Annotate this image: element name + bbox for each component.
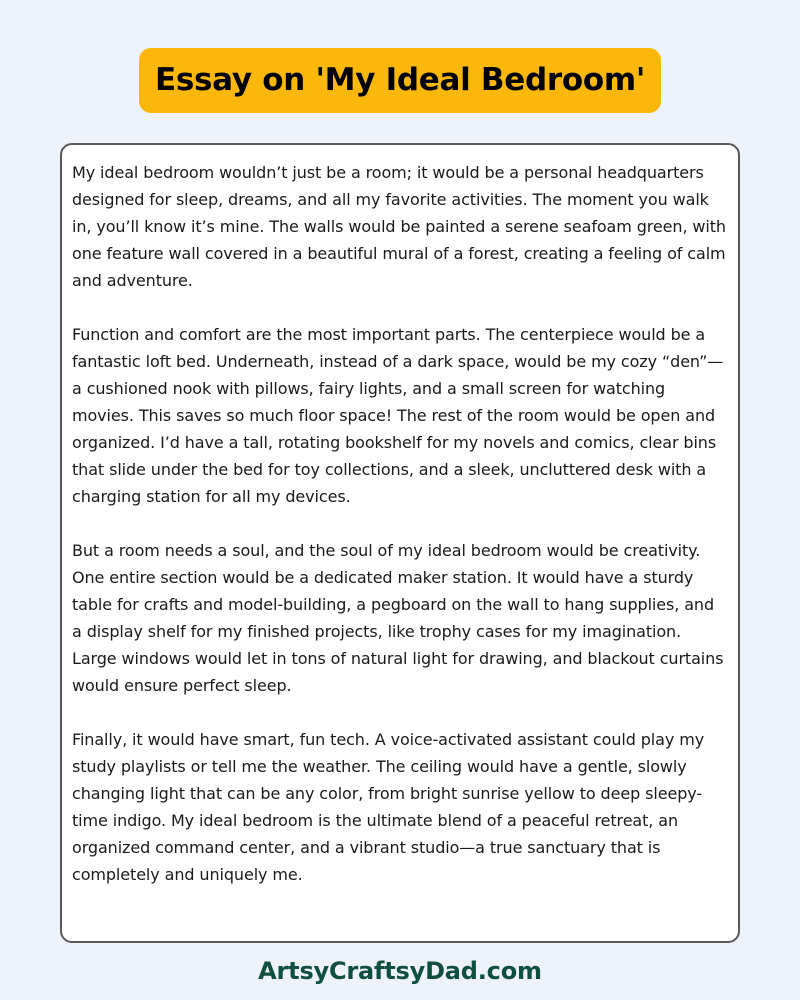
essay-paragraph-3: But a room needs a soul, and the soul of my ideal bedroom would be creativity. One entire section would be a dedicated maker station. It would have a sturdy table for crafts and model-building, a pegboard on the wall to hang supplies, and a display shelf for my finished projects, like trophy cases for my imagination. Large windows would let in tons of natural light for drawing, and blackout curtains would ensure perfect sleep. <box>72 541 724 695</box>
title-container <box>0 48 800 113</box>
essay-paragraph-2: Function and comfort are the most important parts. The centerpiece would be a fantastic loft bed. Underneath, instead of a dark space, would be my cozy “den”—a cushioned nook with pillows, fairy lights, and a small screen for watching movies. This saves so much floor space! The rest of the room would be open and organized. I’d have a tall, rotating bookshelf for my novels and comics, clear bins that slide under the bed for toy collections, and a sleek, uncluttered desk with a charging station for all my devices. <box>72 325 724 506</box>
site-footer-brand: ArtsyCraftsyDad.com <box>258 957 542 985</box>
essay-paragraph-1: My ideal bedroom wouldn’t just be a room; it would be a personal headquarters designed for sleep, dreams, and all my favorite activities. The moment you walk in, you’ll know it’s mine. The walls would be painted a serene seafoam green, with one feature wall covered in a beautiful mural of a forest, creating a feeling of calm and adventure. <box>72 163 726 290</box>
essay-card <box>60 143 740 943</box>
essay-paragraph-4: Finally, it would have smart, fun tech. A voice-activated assistant could play my study playlists or tell me the weather. The ceiling would have a gentle, slowly changing light that can be any color, from bright sunrise yellow to deep sleepy-time indigo. My ideal bedroom is the ultimate blend of a peaceful retreat, an organized command center, and a vibrant studio—a true sanctuary that is completely and uniquely me. <box>72 730 705 884</box>
page-title: Essay on 'My Ideal Bedroom' <box>139 48 661 113</box>
